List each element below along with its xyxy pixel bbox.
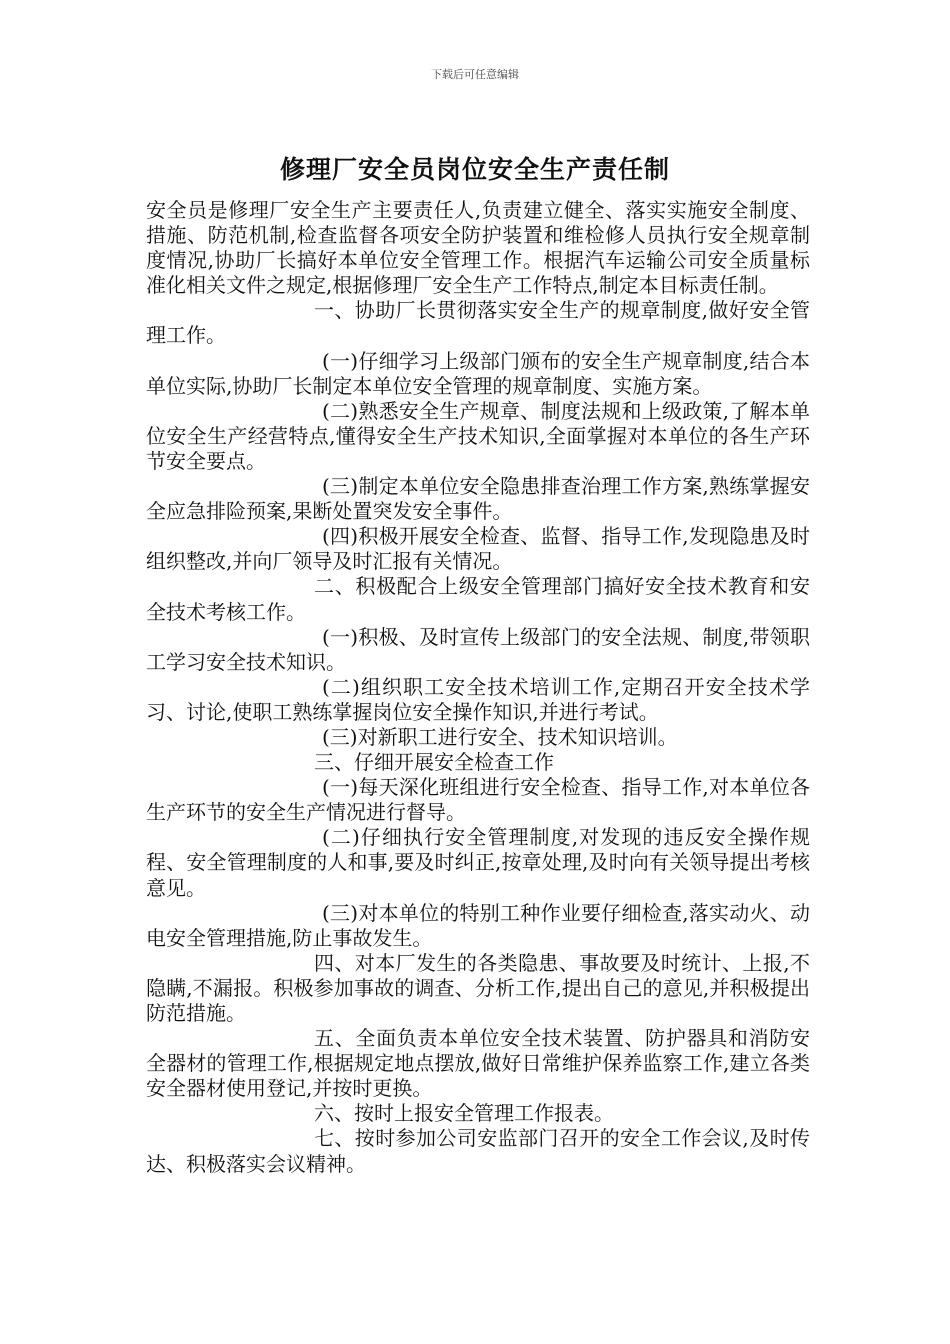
section-3-item-3: (三)对本单位的特别工种作业要仔细检查,落实动火、动电安全管理措施,防止事故发生。 bbox=[146, 900, 810, 950]
document-body bbox=[146, 198, 810, 1177]
section-1: 一、协助厂长贯彻落实安全生产的规章制度,做好安全管理工作。 bbox=[146, 298, 810, 348]
section-1-item-2: (二)熟悉安全生产规章、制度法规和上级政策,了解本单位安全生产经营特点,懂得安全生产技术知识,全面掌握对本单位的各生产环节安全要点。 bbox=[146, 398, 810, 473]
section-1-item-4: (四)积极开展安全检查、监督、指导工作,发现隐患及时组织整改,并向厂领导及时汇报有关情况。 bbox=[146, 524, 810, 574]
section-3-item-1: (一)每天深化班组进行安全检查、指导工作,对本单位各生产环节的安全生产情况进行督导。 bbox=[146, 775, 810, 825]
section-2-item-1: (一)积极、及时宣传上级部门的安全法规、制度,带领职工学习安全技术知识。 bbox=[146, 624, 810, 674]
section-1-item-1: (一)仔细学习上级部门颁布的安全生产规章制度,结合本单位实际,协助厂长制定本单位安全管理的规章制度、实施方案。 bbox=[146, 348, 810, 398]
section-1-item-3: (三)制定本单位安全隐患排查治理工作方案,熟练掌握安全应急排险预案,果断处置突发安全事件。 bbox=[146, 474, 810, 524]
section-3-item-2: (二)仔细执行安全管理制度,对发现的违反安全操作规程、安全管理制度的人和事,要及时纠正,按章处理,及时向有关领导提出考核意见。 bbox=[146, 825, 810, 900]
section-6: 六、按时上报安全管理工作报表。 bbox=[314, 1101, 614, 1126]
section-2-item-2: (二)组织职工安全技术培训工作,定期召开安全技术学习、讨论,使职工熟练掌握岗位安全操作知识,并进行考试。 bbox=[146, 674, 810, 724]
section-2-item-3: (三)对新职工进行安全、技术知识培训。 bbox=[322, 724, 678, 749]
section-4: 四、对本厂发生的各类隐患、事故要及时统计、上报,不隐瞒,不漏报。积极参加事故的调查、分析工作,提出自己的意见,并积极提出防范措施。 bbox=[146, 950, 810, 1025]
document-title: 修理厂安全员岗位安全生产责任制 bbox=[279, 155, 670, 184]
page-header-note: 下载后可任意编辑 bbox=[431, 68, 519, 81]
section-2: 二、积极配合上级安全管理部门搞好安全技术教育和安全技术考核工作。 bbox=[146, 574, 810, 624]
section-3: 三、仔细开展安全检查工作 bbox=[314, 750, 554, 775]
section-7: 七、按时参加公司安监部门召开的安全工作会议,及时传达、积极落实会议精神。 bbox=[146, 1126, 810, 1176]
intro-paragraph: 安全员是修理厂安全生产主要责任人,负责建立健全、落实实施安全制度、措施、防范机制,检查监督各项安全防护装置和维检修人员执行安全规章制度情况,协助厂长搞好本单位安全管理工作。根据汽车运输公司安全质量标准化相关文件之规定,根据修理厂安全生产工作特点,制定本目标责任制。 bbox=[146, 198, 810, 298]
section-5: 五、全面负责本单位安全技术装置、防护器具和消防安全器材的管理工作,根据规定地点摆放,做好日常维护保养监察工作,建立各类安全器材使用登记,并按时更换。 bbox=[146, 1026, 810, 1101]
